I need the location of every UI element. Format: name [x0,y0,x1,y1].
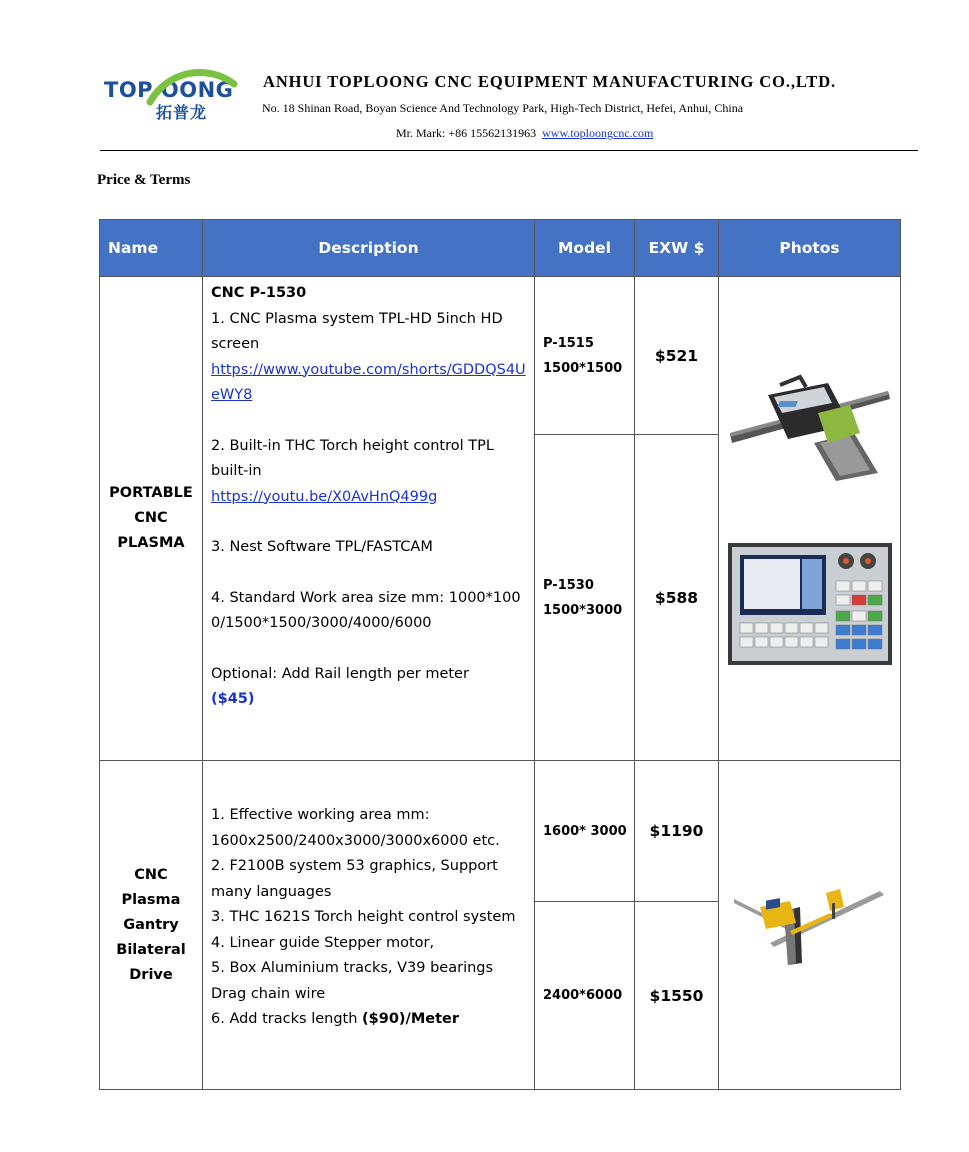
website-link[interactable]: www.toploongcnc.com [542,126,654,140]
photos-cell [719,761,901,1090]
description-item: 2. F2100B system 53 graphics, Support many languages [211,858,498,900]
optional-note: Optional: Add Rail length per meter [211,665,469,682]
logo-latin-text: TOP OONG [104,78,234,102]
description-bold: ($90)/Meter [362,1011,460,1028]
description-item: 1. Effective working area mm: 1600x2500/2400x3000/3000x6000 etc. [211,807,500,849]
youtube-link[interactable]: https://www.youtube.com/shorts/GDDQS4UeWY8 [211,361,526,403]
description-text: 6. Add tracks length [211,1011,363,1028]
header-divider [100,150,918,151]
name-line: Gantry [123,916,179,933]
name-line: PORTABLE [109,485,193,501]
header-model: Model [535,220,635,277]
portable-cnc-plasma-machine-photo-icon [728,373,892,483]
gantry-plasma-machine-photo-icon [730,885,890,965]
model-cell: 1600* 3000 [535,761,635,902]
product-name-cell [100,277,203,761]
description-item: 2. Built-in THC Torch height control TPL built-in [211,437,494,479]
cnc-controller-panel-photo-icon [728,543,892,665]
description-item [211,1007,526,1033]
price-cell: $1190 [635,761,719,902]
optional-price: ($45) [211,691,255,707]
model-cell: 2400*6000 [535,902,635,1090]
youtube-link[interactable]: https://youtu.be/X0AvHnQ499g [211,488,438,505]
model-size: 1500*3000 [543,602,623,618]
description-cell [203,277,535,761]
company-logo [104,66,244,122]
model-code: P-1515 [543,335,594,351]
price-cell: $521 [635,277,719,435]
section-title: Price & Terms [97,172,191,188]
company-name: ANHUI TOPLOONG CNC EQUIPMENT MANUFACTURING CO.,LTD. [263,72,837,91]
contact-phone: Mr. Mark: +86 15562131963 [396,126,537,140]
product-name-cell [100,761,203,1090]
photos-cell [719,277,901,761]
table-header-row [100,220,901,277]
price-cell: $1550 [635,902,719,1090]
header-price: EXW $ [635,220,719,277]
description-item: 4. Standard Work area size mm: 1000*1000/1500*1500/3000/4000/6000 [211,589,521,631]
description-item: 3. THC 1621S Torch height control system [211,909,516,926]
model-cell [535,435,635,761]
model-code: P-1530 [543,577,594,593]
header-photos: Photos [719,220,901,277]
logo-chinese-text: 拓普龙 [156,103,208,122]
name-line: Plasma [121,891,181,908]
price-table [99,219,901,1090]
name-line: PLASMA [117,535,185,551]
table-row [100,761,901,902]
name-line: Drive [129,966,173,983]
description-item: 4. Linear guide Stepper motor, [211,934,435,951]
table-row [100,277,901,435]
header-name: Name [100,220,203,277]
description-title: CNC P-1530 [211,285,307,301]
name-line: CNC [134,866,168,883]
header-description: Description [203,220,535,277]
model-cell [535,277,635,435]
name-line: Bilateral [116,941,186,958]
company-address: No. 18 Shinan Road, Boyan Science And Technology Park, High-Tech District, Hefei, Anhui, China [262,101,744,115]
description-cell [203,761,535,1090]
name-line: CNC [134,510,168,526]
description-item: 3. Nest Software TPL/FASTCAM [211,539,433,555]
description-item: 1. CNC Plasma system TPL-HD 5inch HD screen [211,310,503,352]
model-size: 1500*1500 [543,360,623,376]
description-item: 5. Box Aluminium tracks, V39 bearings Drag chain wire [211,960,494,1002]
price-cell: $588 [635,435,719,761]
contact-line [396,126,653,141]
